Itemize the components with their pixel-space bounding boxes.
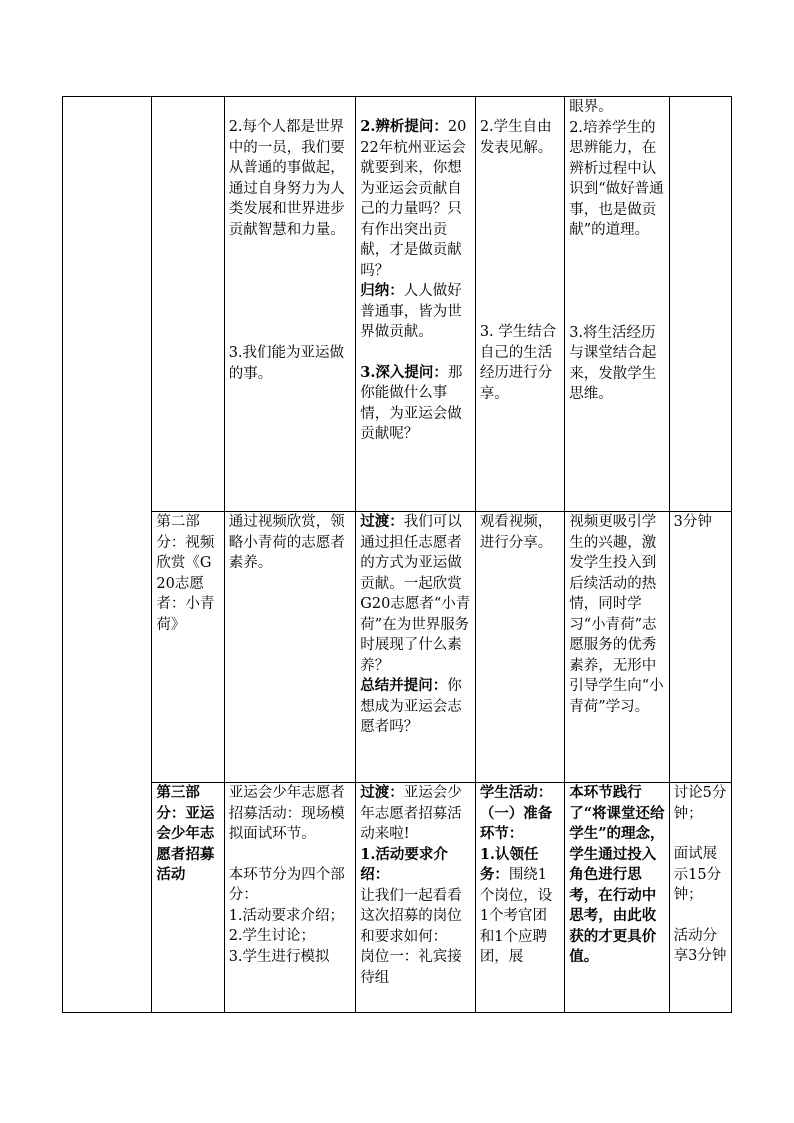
- time-text: 3分钟: [673, 514, 712, 530]
- section-title: 第二部分：视频欣赏《G20志愿者：小青荷》: [156, 514, 215, 633]
- time-cell: [669, 783, 731, 1013]
- content-text: 通过视频欣赏，领略小青荷的志愿者素养。: [228, 514, 345, 571]
- activity-requirements-heading: 1.活动要求介绍：: [360, 845, 448, 883]
- content-item-2: 2.每个人都是世界中的一员，我们要从普通的事做起，通过自身努力为人类发展和世界进步贡献智慧和力量。: [228, 119, 345, 238]
- content-cell: [224, 783, 356, 1013]
- post-1: 岗位一：礼宾接待组: [360, 949, 462, 986]
- section-cell: [152, 512, 224, 783]
- intent-text: 视频更吸引学生的兴趣，激发学生投入到后续活动的热情，同时学习“小青荷”志愿服务的优秀素养，无形中引导学生向“小青荷”学习。: [569, 514, 664, 715]
- student-item-2: 2.学生自由发表见解。: [479, 119, 553, 156]
- task-text: 围绕1个岗位，设1个考官团和1个应聘团，展: [479, 867, 553, 965]
- lesson-plan-table: [62, 96, 732, 1013]
- teacher-activity-cell: [356, 97, 476, 512]
- deep-question-text: 那你能做什么事情，为亚运会做贡献呢？: [360, 364, 463, 442]
- activity-requirements-text: 让我们一起看看这次招募的岗位和要求如何：: [360, 887, 462, 945]
- content-parts-intro: 本环节分为四个部分：: [228, 866, 345, 903]
- table-row: [63, 97, 732, 512]
- student-item-3: 3. 学生结合自己的生活经历进行分享。: [479, 324, 557, 402]
- section-title: 第三部分：亚运会少年志愿者招募活动: [156, 784, 215, 883]
- content-cell: [224, 512, 356, 783]
- teacher-activity-cell: [356, 783, 476, 1013]
- discussion-question-label: 2.辨析提问：: [360, 118, 448, 135]
- intent-text: 本环节践行了“将课堂还给学生”的理念，学生通过投入角色进行思考，在行动中思考，由此收获的才更具价值。: [569, 784, 665, 965]
- summary-question-label: 总结并提问：: [360, 677, 448, 694]
- transition-label: 过渡：: [360, 784, 404, 801]
- student-activity-heading: 学生活动：: [479, 784, 553, 801]
- deep-question-label: 3.深入提问：: [360, 363, 448, 381]
- content-item-3: 3.我们能为亚运做的事。: [228, 345, 345, 382]
- transition-text: 亚运会少年志愿者招募活动来啦!: [360, 785, 462, 842]
- summary-question-text: 你想成为亚运会志愿者吗？: [360, 678, 462, 735]
- time-interview: 面试展示15分钟；: [673, 846, 722, 903]
- content-cell: [224, 97, 356, 512]
- discussion-question-text: 2022年杭州亚运会就要到来，你想为亚运会贡献自己的力量吗？只有作出突出贡献，才是做贡献吗？: [360, 119, 467, 279]
- section-cell: [152, 783, 224, 1013]
- student-activity-cell: [475, 97, 564, 512]
- design-intent-cell: [565, 512, 669, 783]
- section-cell: [152, 97, 224, 512]
- summary-text: 人人做好普通事，皆为世界做贡献。: [360, 283, 462, 340]
- intent-tail: 眼界。: [569, 99, 613, 115]
- stage-cell: [63, 97, 152, 1013]
- content-part-2: 2.学生讨论；: [228, 928, 316, 944]
- time-sharing: 活动分享3分钟: [673, 927, 727, 964]
- design-intent-cell: [565, 783, 669, 1013]
- intent-item-2: 2.培养学生的思辨能力，在辨析过程中认识到“做好普通事，也是做贡献”的道理。: [569, 119, 664, 238]
- student-activity-cell: [475, 512, 564, 783]
- table-row: [63, 512, 732, 783]
- design-intent-cell: [565, 97, 669, 512]
- time-cell: [669, 512, 731, 783]
- summary-label: 归纳：: [360, 282, 404, 299]
- preparation-heading: （一）准备环节：: [479, 804, 553, 842]
- transition-label: 过渡：: [360, 513, 404, 530]
- student-activity-cell: [475, 783, 564, 1013]
- intent-item-3: 3.将生活经历与课堂结合起来，发散学生思维。: [569, 324, 657, 402]
- content-intro: 亚运会少年志愿者招募活动：现场模拟面试环节。: [228, 785, 345, 842]
- student-text: 观看视频，进行分享。: [479, 514, 553, 551]
- task-label: 1.认领任务：: [479, 845, 539, 883]
- transition-text: 我们可以通过担任志愿者的方式为亚运做贡献。一起欣赏G20志愿者“小青荷”在为世界服务时展现了什么素养？: [360, 514, 471, 674]
- content-part-1: 1.活动要求介绍；: [228, 907, 345, 924]
- teacher-activity-cell: [356, 512, 476, 783]
- content-part-3: 3.学生进行模拟: [228, 948, 330, 965]
- table-row: [63, 783, 732, 1013]
- time-discussion: 讨论5分钟；: [673, 785, 727, 822]
- time-cell: [669, 97, 731, 512]
